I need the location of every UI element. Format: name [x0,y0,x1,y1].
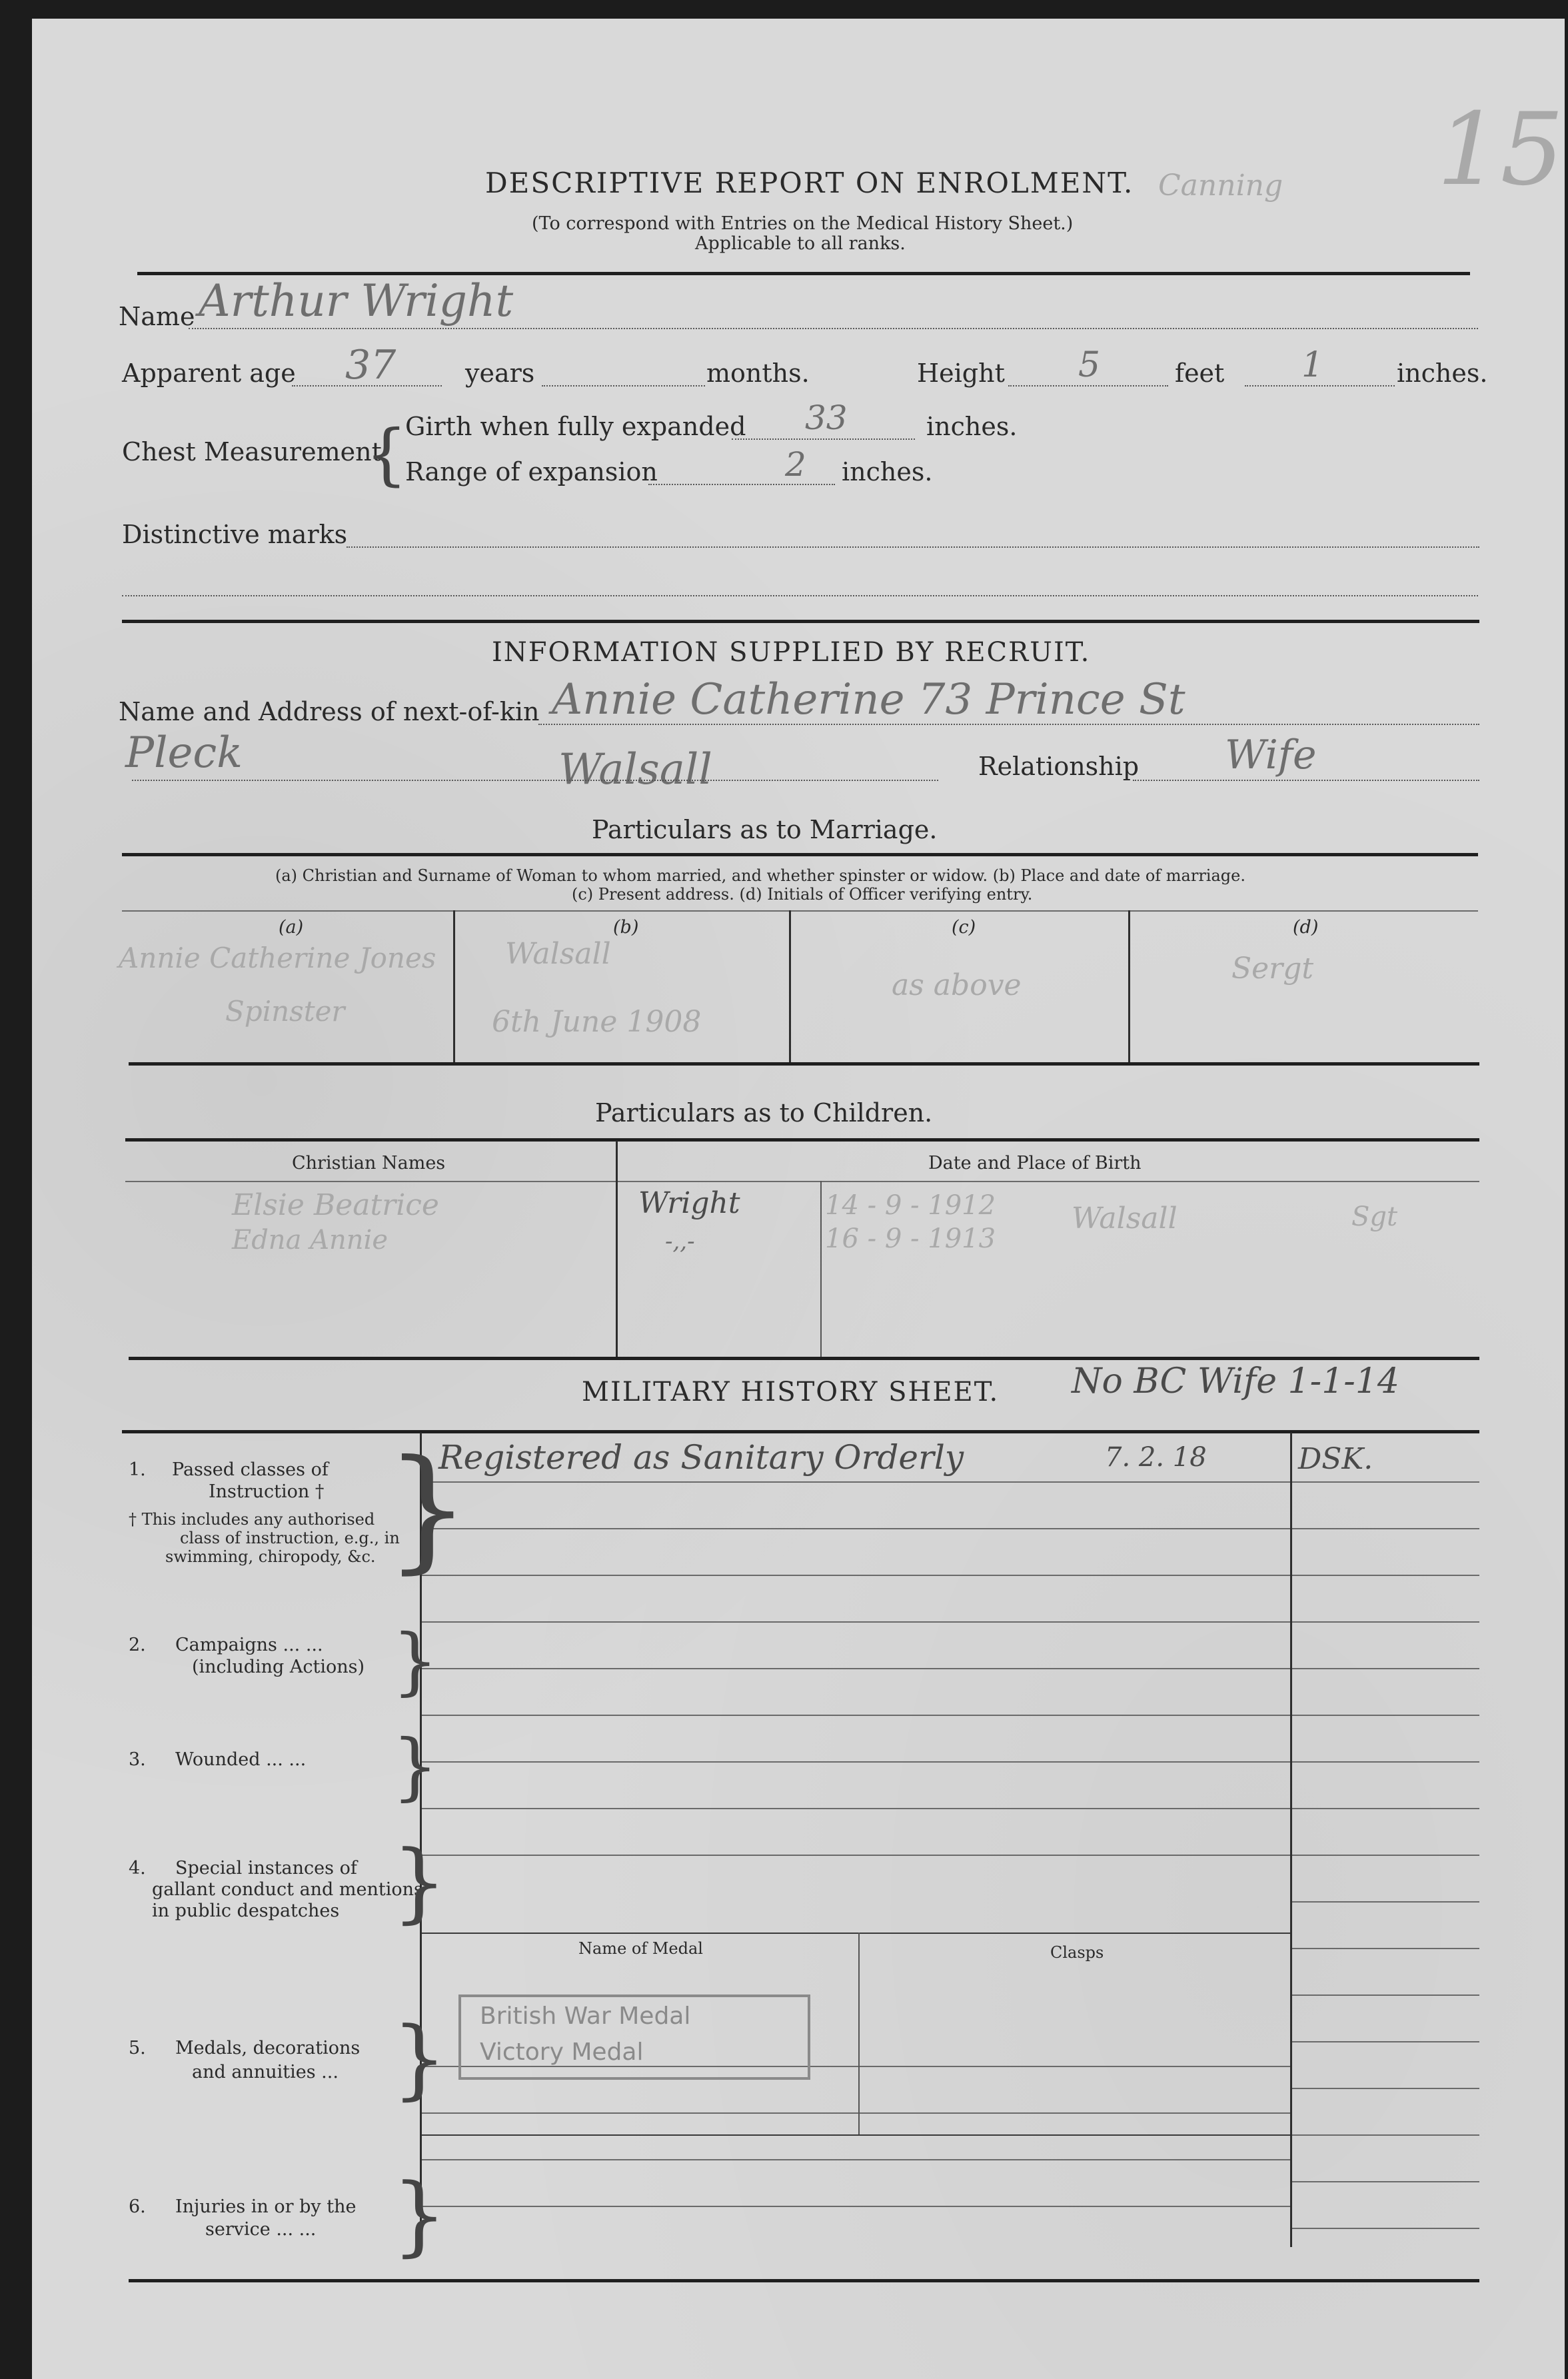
entry-1-initials: DSK. [1298,1442,1373,1476]
distinctive-marks-label: Distinctive marks [122,520,348,549]
next-of-kin-line-2 [132,780,938,781]
row-4-line2: gallant conduct and mentions [152,1879,423,1900]
row-2-num: 2. [129,1635,146,1655]
row-4-line3: in public despatches [152,1901,340,1921]
marriage-top-rule [122,853,1478,856]
years-label: years [465,359,535,388]
children-names-1: Elsie Beatrice [232,1188,439,1222]
next-of-kin-value-2-left: Pleck [125,728,243,778]
relationship-line [1133,780,1479,781]
row-1-footnote-3: swimming, chiropody, &c. [165,1547,376,1566]
range-label: Range of expansion [405,457,658,486]
row-2-brace: } [392,1618,438,1703]
military-top-rule [122,1430,1479,1433]
children-col-names: Christian Names [292,1153,446,1174]
age-years-value: 37 [345,342,396,389]
military-heading-note: No BC Wife 1-1-14 [1072,1361,1400,1401]
children-dates-1: 14 - 9 - 1912 [825,1190,996,1221]
marriage-col-c: (c) [952,917,976,938]
corner-number: 15 [1437,92,1564,208]
medal-table-divider [858,1933,860,2136]
inches-label: inches. [1397,359,1488,388]
row-3-num: 3. [129,1749,146,1770]
medal-table-top [422,1933,1290,1934]
marriage-a-line2: Spinster [225,995,345,1028]
distinctive-marks-line-1 [347,546,1479,548]
marriage-divider-3 [1128,910,1130,1062]
report-title: DESCRIPTIVE REPORT ON ENROLMENT. [485,167,1134,199]
military-bottom-rule [129,2279,1479,2282]
apparent-age-label: Apparent age [122,359,296,388]
recruit-info-heading: INFORMATION SUPPLIED BY RECRUIT. [492,637,1091,668]
children-col-birth: Date and Place of Birth [928,1153,1142,1174]
document-page [32,19,1565,2379]
relationship-label: Relationship [978,752,1140,781]
name-value: Arthur Wright [199,275,514,327]
children-heading: Particulars as to Children. [595,1098,933,1128]
medal-1: British War Medal [480,2002,691,2030]
row-1-line2: Instruction † [209,1481,325,1502]
row-6-num: 6. [129,2196,146,2217]
height-inches-value: 1 [1301,345,1324,385]
children-header-rule [125,1181,1479,1182]
row-6-line2: service ... ... [205,2219,317,2240]
military-right-border [1290,1433,1292,2247]
children-names-2: Edna Annie [232,1225,389,1255]
medal-col-name: Name of Medal [578,1939,703,1958]
marriage-a-line1: Annie Catherine Jones [119,942,436,974]
height-label: Height [917,359,1005,388]
marriage-heading: Particulars as to Marriage. [592,815,938,844]
chest-label: Chest Measurement [122,437,382,466]
marriage-d-value: Sergt [1231,952,1314,986]
row-1-brace: } [385,1431,470,1587]
row-4-line1: Special instances of [175,1858,357,1879]
girth-value: 33 [805,398,848,437]
row-5-num: 5. [129,2038,146,2058]
height-feet-line [1008,385,1168,387]
row-5-line2: and annuities ... [192,2062,339,2082]
row-4-num: 4. [129,1858,146,1879]
next-of-kin-label: Name and Address of next-of-kin [119,697,540,726]
chest-brace: { [365,415,408,493]
row-1-num: 1. [129,1459,146,1480]
children-surname-1: Wright [638,1186,740,1220]
name-field-line [189,328,1478,329]
row-6-line1: Injuries in or by the [175,2196,357,2217]
marriage-header-rule [122,910,1478,912]
height-inches-line [1245,385,1395,387]
row-1-line1: Passed classes of [172,1459,329,1480]
children-divider-2 [820,1181,822,1357]
medal-2: Victory Medal [480,2038,644,2066]
children-divider-1 [616,1141,618,1357]
medal-stamp [458,1994,810,2080]
medal-col-clasps: Clasps [1050,1943,1104,1962]
corner-annotation: Canning [1158,169,1283,203]
row-3-line1: Wounded ... ... [175,1749,307,1770]
next-of-kin-value-1: Annie Catherine 73 Prince St [552,675,1185,724]
section-rule-1 [122,620,1479,623]
marriage-note-1: (a) Christian and Surname of Woman to whom married, and whether spinster or widow. (b) Place and date of marriage. [275,866,1245,885]
children-dates-2: 16 - 9 - 1913 [825,1223,996,1254]
range-value: 2 [785,445,806,484]
row-2-line2: (including Actions) [192,1657,365,1677]
next-of-kin-value-2-mid: Walsall [558,745,712,794]
report-subtitle-1: (To correspond with Entries on the Medical History Sheet.) [532,213,1074,234]
row-1-footnote-1: † This includes any authorised [129,1510,375,1529]
age-months-line [542,385,705,387]
entry-1-text: Registered as Sanitary Orderly [438,1438,964,1477]
feet-label: feet [1175,359,1225,388]
girth-label: Girth when fully expanded [405,412,746,441]
row-2-line1: Campaigns ... ... [175,1635,323,1655]
report-subtitle-2: Applicable to all ranks. [695,233,906,254]
girth-line [732,438,915,440]
military-heading: MILITARY HISTORY SHEET. [582,1377,1000,1407]
row-3-brace: } [392,1723,438,1809]
girth-unit: inches. [926,412,1018,441]
row-4-brace: } [392,1831,447,1933]
marriage-bottom-rule [129,1062,1479,1066]
row-5-line1: Medals, decorations [175,2038,361,2058]
marriage-divider-1 [453,910,455,1062]
entry-1-date: 7. 2. 18 [1105,1442,1207,1473]
height-feet-value: 5 [1078,345,1101,385]
row-6-brace: } [392,2164,447,2266]
marriage-note-2: (c) Present address. (d) Initials of Officer verifying entry. [572,885,1033,904]
marriage-col-a: (a) [279,917,304,938]
marriage-col-b: (b) [613,917,639,938]
distinctive-marks-line-2 [122,595,1478,596]
marriage-c-value: as above [892,968,1022,1002]
row-1-footnote-2: class of instruction, e.g., in [180,1529,400,1547]
marriage-b-line1: Walsall [505,937,611,971]
children-initials: Sgt [1351,1201,1398,1232]
marriage-b-line2: 6th June 1908 [492,1005,702,1039]
children-bottom-rule [129,1357,1479,1360]
months-label: months. [706,359,810,388]
medal-table-bottom [422,2134,1290,2136]
children-place: Walsall [1072,1201,1177,1235]
range-unit: inches. [842,457,933,486]
name-label: Name [119,302,195,331]
marriage-divider-2 [789,910,791,1062]
row-5-brace: } [392,2008,447,2109]
relationship-value: Wife [1225,732,1317,778]
children-top-rule [125,1138,1479,1142]
children-surname-2: -,,- [665,1228,695,1255]
marriage-col-d: (d) [1293,917,1319,938]
range-line [648,484,835,485]
